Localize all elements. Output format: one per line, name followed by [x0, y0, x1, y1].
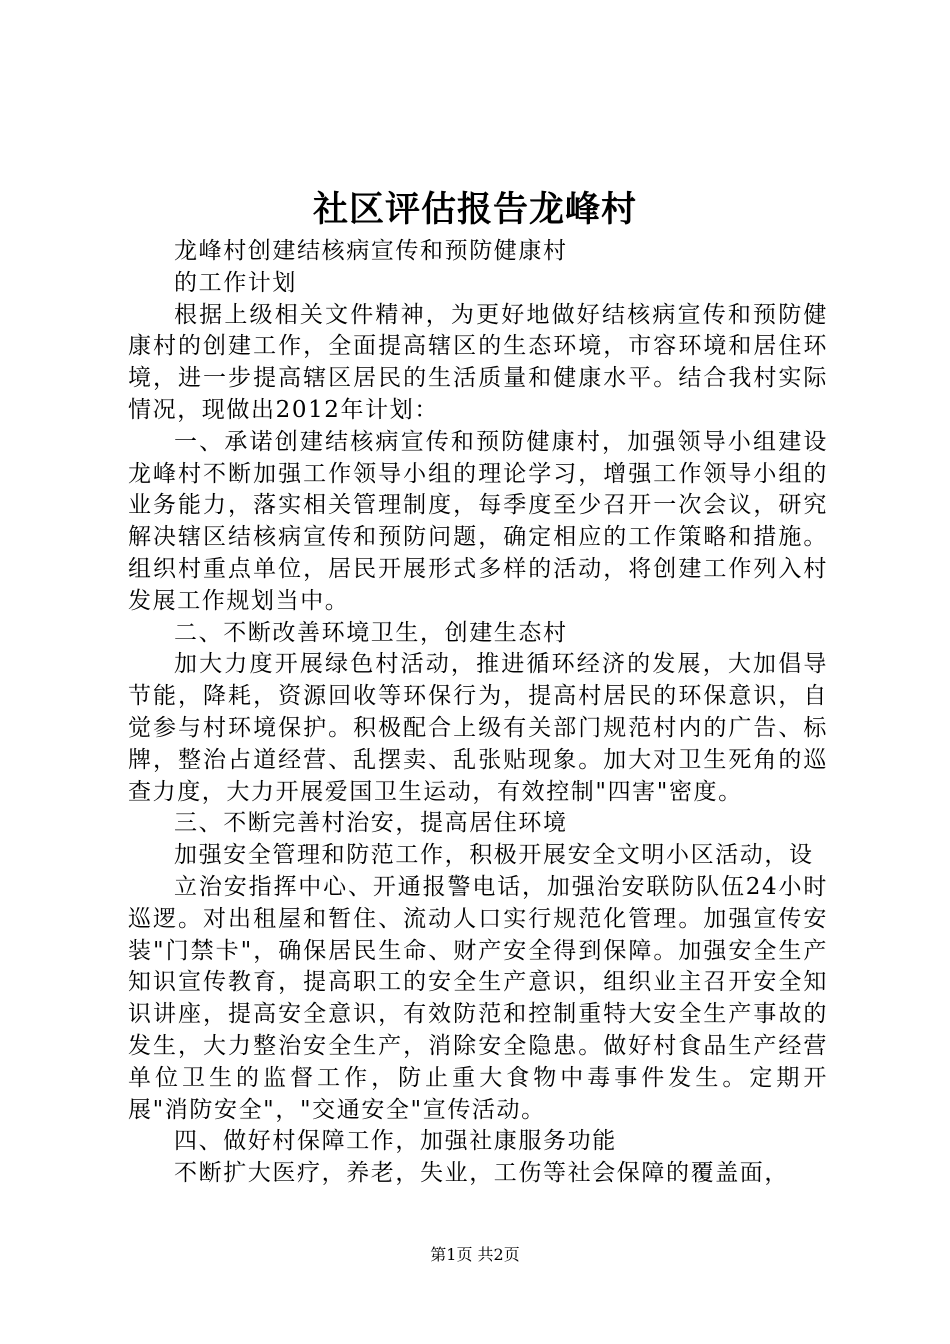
section-4-paragraph: 不断扩大医疗，养老，失业，工伤等社会保障的覆盖面，	[174, 1160, 789, 1187]
document-title: 社区评估报告龙峰村	[312, 189, 637, 230]
section-3-paragraph-part-1: 加强安全管理和防范工作，积极开展安全文明小区活动，设	[174, 842, 814, 869]
section-1-paragraph: 一、承诺创建结核病宣传和预防健康村，加强领导小组建设龙峰村不断加强工作领导小组的理论学习，增强工作领导小组的业务能力，落实相关管理制度，每季度至少召开一次会议，研究解决辖区结核病宣传和预防问题，确定相应的工作策略和措施。组织村重点单位，居民开展形式多样的活动，将创建工作列入村发展工作规划当中。	[128, 428, 828, 614]
section-3-heading: 三、不断完善村治安，提高居住环境	[174, 810, 568, 837]
section-4-heading: 四、做好村保障工作，加强社康服务功能	[174, 1128, 617, 1155]
page-number-footer: 第1页 共2页	[430, 1245, 520, 1264]
section-3-paragraph-part-2: 立治安指挥中心、开通报警电话，加强治安联防队伍24小时巡逻。对出租屋和暂住、流动人口实行规范化管理。加强宣传安装"门禁卡"，确保居民生命、财产安全得到保障。加强安全生产知识宣传教育，提高职工的安全生产意识，组织业主召开安全知识讲座，提高安全意识，有效防范和控制重特大安全生产事故的发生，大力整治安全生产，消除安全隐患。做好村食品生产经营单位卫生的监督工作，防止重大食物中毒事件发生。定期开展"消防安全"，"交通安全"宣传活动。	[128, 873, 828, 1123]
document-body	[128, 236, 828, 1190]
section-2-paragraph: 加大力度开展绿色村活动，推进循环经济的发展，大加倡导节能，降耗，资源回收等环保行为，提高村居民的环保意识，自觉参与村环境保护。积极配合上级有关部门规范村内的广告、标牌，整治占道经营、乱摆卖、乱张贴现象。加大对卫生死角的巡查力度，大力开展爱国卫生运动，有效控制"四害"密度。	[128, 651, 828, 805]
plan-heading-line-1: 龙峰村创建结核病宣传和预防健康村	[174, 238, 568, 264]
plan-heading-line-2: 的工作计划	[174, 269, 297, 296]
intro-paragraph: 根据上级相关文件精神，为更好地做好结核病宣传和预防健康村的创建工作，全面提高辖区的生态环境，市容环境和居住环境，进一步提高辖区居民的生活质量和健康水平。结合我村实际情况，现做出2012年计划：	[128, 301, 828, 423]
section-2-heading: 二、不断改善环境卫生，创建生态村	[174, 619, 568, 646]
